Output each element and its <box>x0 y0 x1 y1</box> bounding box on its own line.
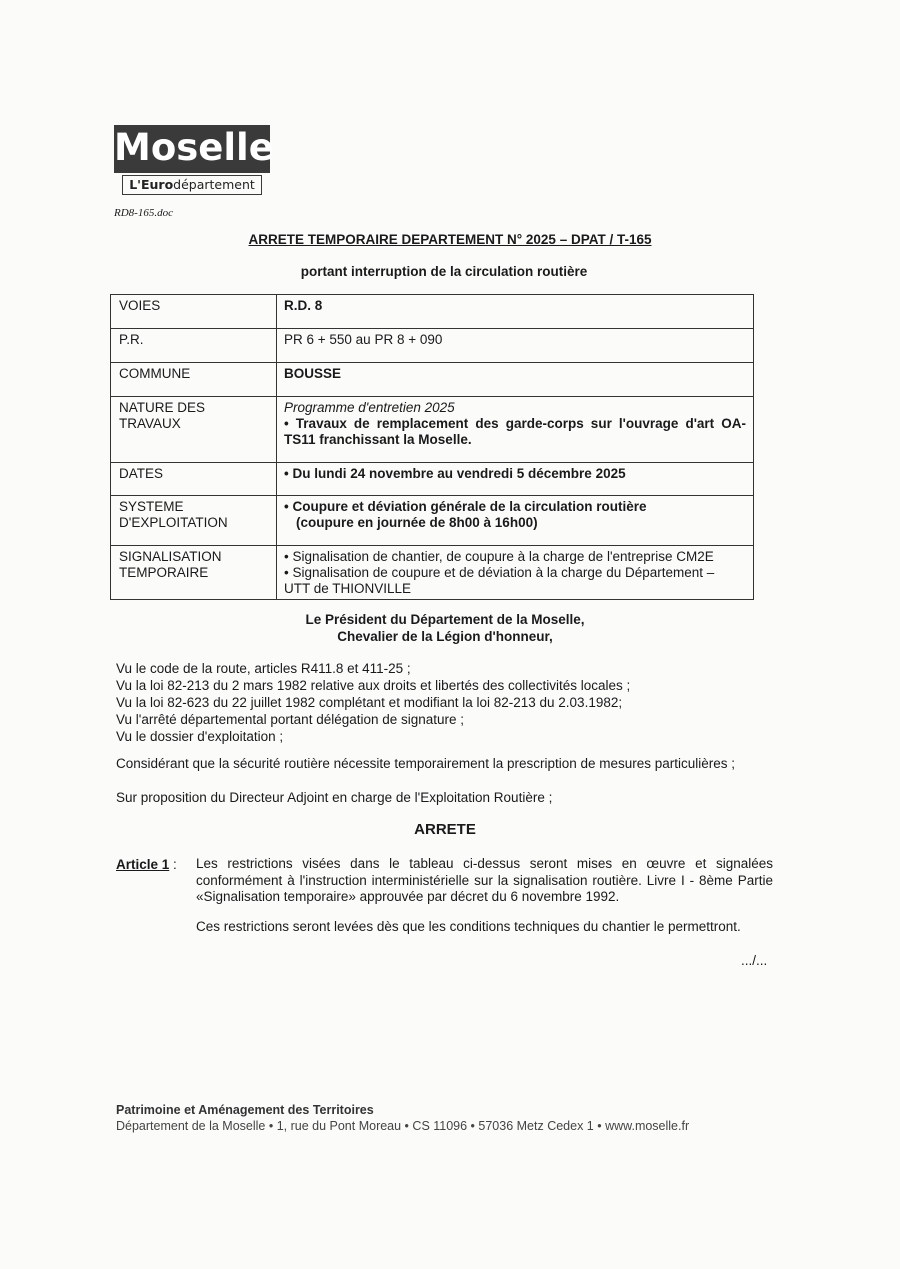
table-row-systeme <box>111 496 754 546</box>
systeme-label-line2: D'EXPLOITATION <box>119 515 228 530</box>
table-row-voies <box>111 295 754 329</box>
signalisation-label <box>111 546 277 600</box>
signalisation-value <box>277 546 754 600</box>
considerant-paragraph: Considérant que la sécurité routière nécessite temporairement la prescription de mesures particulières ; <box>116 756 736 771</box>
systeme-label-line1: SYSTEME <box>119 499 184 514</box>
pr-value: PR 6 + 550 au PR 8 + 090 <box>277 329 754 363</box>
commune-label: COMMUNE <box>111 363 277 397</box>
footer-address: Département de la Moselle • 1, rue du Pont Moreau • CS 11096 • 57036 Metz Cedex 1 • www.moselle.fr <box>116 1119 690 1133</box>
dates-value: • Du lundi 24 novembre au vendredi 5 décembre 2025 <box>277 463 754 496</box>
document-subtitle: portant interruption de la circulation routière <box>300 264 588 279</box>
footer-department: Patrimoine et Aménagement des Territoires <box>116 1103 374 1117</box>
systeme-value <box>277 496 754 546</box>
signalisation-line3: UTT de THIONVILLE <box>284 581 412 596</box>
voies-value: R.D. 8 <box>277 295 754 329</box>
arrete-heading: ARRETE <box>414 821 476 838</box>
nature-label <box>111 397 277 463</box>
systeme-label <box>111 496 277 546</box>
table-row-signalisation <box>111 546 754 600</box>
systeme-line2: (coupure en journée de 8h00 à 16h00) <box>296 515 538 530</box>
vu-list <box>116 660 630 745</box>
article-1-label-text: Article 1 <box>116 857 170 872</box>
article-1-colon: : <box>169 857 177 872</box>
logo-tagline <box>122 175 262 195</box>
president-line1: Le Président du Département de la Moselle, <box>305 612 585 627</box>
document-title <box>0 232 900 247</box>
pr-label: P.R. <box>111 329 277 363</box>
nature-value <box>277 397 754 463</box>
nature-label-line1: NATURE DES <box>119 400 206 415</box>
logo-tagline-bold: L'Euro <box>129 177 174 192</box>
signalisation-label-line1: SIGNALISATION <box>119 549 222 564</box>
signalisation-line2: • Signalisation de coupure et de déviation à la charge du Département – <box>284 565 715 580</box>
president-heading <box>0 611 890 645</box>
works-info-table <box>110 294 754 600</box>
voies-label: VOIES <box>111 295 277 329</box>
dates-label: DATES <box>111 463 277 496</box>
table-row-commune <box>111 363 754 397</box>
continuation-mark: .../... <box>741 953 768 968</box>
table-row-nature <box>111 397 754 463</box>
nature-label-line2: TRAVAUX <box>119 416 181 431</box>
systeme-line1: • Coupure et déviation générale de la circulation routière <box>284 499 647 514</box>
vu-item: Vu le dossier d'exploitation ; <box>116 729 284 744</box>
article-1-text-2: Ces restrictions seront levées dès que les conditions techniques du chantier le permettront. <box>196 919 741 934</box>
signalisation-label-line2: TEMPORAIRE <box>119 565 209 580</box>
vu-item: Vu le code de la route, articles R411.8 et 411-25 ; <box>116 661 411 676</box>
table-row-pr <box>111 329 754 363</box>
logo-tagline-rest: département <box>173 177 255 192</box>
logo-wordmark: Moselle <box>114 125 270 173</box>
vu-item: Vu la loi 82-623 du 22 juillet 1982 complétant et modifiant la loi 82-213 du 2.03.1982; <box>116 695 623 710</box>
moselle-logo <box>114 125 274 195</box>
proposition-paragraph: Sur proposition du Directeur Adjoint en charge de l'Exploitation Routière ; <box>116 790 553 805</box>
table-row-dates <box>111 463 754 496</box>
vu-item: Vu la loi 82-213 du 2 mars 1982 relative aux droits et libertés des collectivités locales ; <box>116 678 631 693</box>
vu-item: Vu l'arrêté départemental portant délégation de signature ; <box>116 712 465 727</box>
signalisation-line1: • Signalisation de chantier, de coupure à la charge de l'entreprise CM2E <box>284 549 714 564</box>
commune-value: BOUSSE <box>277 363 754 397</box>
nature-travaux: • Travaux de remplacement des garde-corps sur l'ouvrage d'art OA-TS11 franchissant la Moselle. <box>284 416 746 447</box>
document-title-text: ARRETE TEMPORAIRE DEPARTEMENT N° 2025 – DPAT / T-165 <box>248 232 652 247</box>
president-line2: Chevalier de la Légion d'honneur, <box>337 629 553 644</box>
nature-programme: Programme d'entretien 2025 <box>284 400 455 415</box>
article-1-text: Les restrictions visées dans le tableau ci-dessus seront mises en œuvre et signalées conformément à l'instruction interministérielle sur la signalisation routière. Livre I - 8ème Partie «Signalisation temporaire» approuvée par décret du 6 novembre 1992. <box>196 856 773 904</box>
document-reference: RD8-165.doc <box>114 207 173 219</box>
article-1-label <box>116 857 177 872</box>
